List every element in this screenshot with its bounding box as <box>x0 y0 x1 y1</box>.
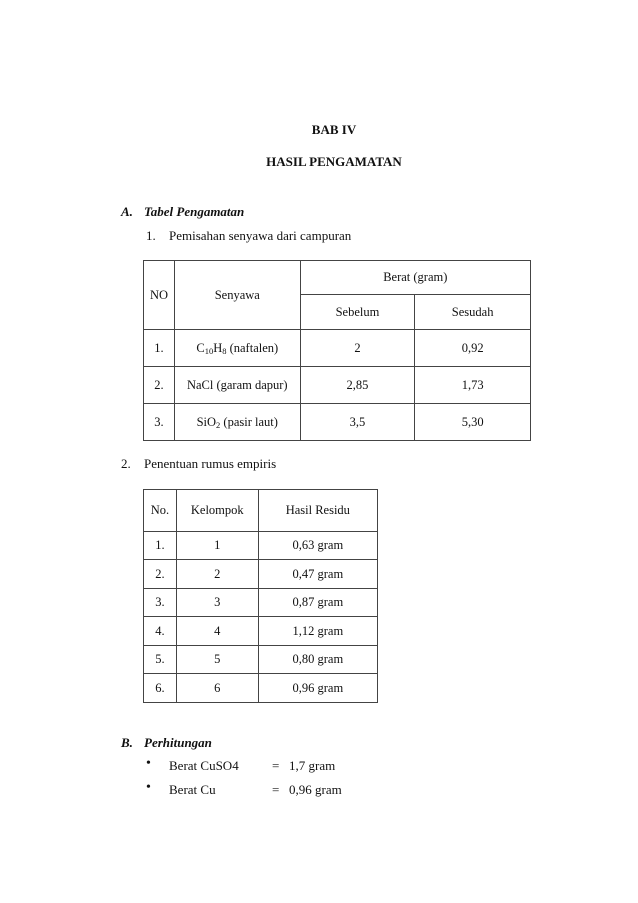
cell-sesudah: 0,92 <box>415 330 531 367</box>
calc-value: 1,7 gram <box>289 758 336 773</box>
table-row <box>144 646 378 674</box>
table-pemisahan-senyawa <box>143 260 531 441</box>
cell-sebelum: 2 <box>300 330 415 367</box>
cell-no: 3. <box>144 404 175 441</box>
formula-part: H <box>213 340 223 355</box>
cell-senyawa <box>174 404 300 441</box>
cell-hasil: 0,47 gram <box>258 560 377 589</box>
section-b-title: Perhitungan <box>144 735 212 750</box>
cell-senyawa: NaCl (garam dapur) <box>174 367 300 404</box>
table-row <box>144 589 378 617</box>
cell-hasil: 0,80 gram <box>258 646 377 674</box>
cell-no: 2. <box>144 560 177 589</box>
header-no: NO <box>144 261 175 330</box>
bullet-icon: • <box>146 780 151 795</box>
cell-hasil: 0,63 gram <box>258 532 377 560</box>
formula-subscript: 2 <box>216 419 221 430</box>
item1-number: 1. <box>146 228 156 243</box>
calc-label: Berat Cu <box>169 782 216 797</box>
section-a-title: Tabel Pengamatan <box>144 204 245 219</box>
header-no: No. <box>144 490 177 532</box>
cell-sesudah: 1,73 <box>415 367 531 404</box>
header-berat: Berat (gram) <box>300 261 530 295</box>
cell-sebelum: 3,5 <box>300 404 415 441</box>
chapter-subtitle: HASIL PENGAMATAN <box>266 154 402 169</box>
cell-sesudah: 5,30 <box>415 404 531 441</box>
calc-label: Berat CuSO4 <box>169 758 239 773</box>
cell-kelompok: 1 <box>176 532 258 560</box>
cell-no: 4. <box>144 617 177 646</box>
cell-kelompok: 4 <box>176 617 258 646</box>
cell-no: 1. <box>144 330 175 367</box>
formula-part: (pasir laut) <box>220 414 278 429</box>
item2-number: 2. <box>121 456 131 471</box>
table-row <box>144 404 531 441</box>
formula-part: C <box>196 340 205 355</box>
item1-text: Pemisahan senyawa dari campuran <box>169 228 352 243</box>
chapter-title: BAB IV <box>311 122 357 137</box>
cell-kelompok: 6 <box>176 674 258 703</box>
cell-no: 1. <box>144 532 177 560</box>
header-sebelum: Sebelum <box>300 295 415 330</box>
cell-kelompok: 2 <box>176 560 258 589</box>
table-row <box>144 617 378 646</box>
formula-part: SiO <box>196 414 217 429</box>
cell-sebelum: 2,85 <box>300 367 415 404</box>
cell-hasil: 0,96 gram <box>258 674 377 703</box>
calc-equals: = <box>272 782 280 797</box>
cell-senyawa <box>174 330 300 367</box>
calc-equals: = <box>272 758 280 773</box>
calc-value: 0,96 gram <box>289 782 342 797</box>
cell-hasil: 1,12 gram <box>258 617 377 646</box>
table-row <box>144 560 378 589</box>
cell-kelompok: 3 <box>176 589 258 617</box>
cell-no: 3. <box>144 589 177 617</box>
table-row <box>144 367 531 404</box>
header-senyawa: Senyawa <box>174 261 300 330</box>
header-kelompok: Kelompok <box>176 490 258 532</box>
formula-part: (naftalen) <box>226 340 279 355</box>
cell-no: 6. <box>144 674 177 703</box>
header-sesudah: Sesudah <box>415 295 531 330</box>
item2-text: Penentuan rumus empiris <box>144 456 277 471</box>
formula-subscript: 8 <box>222 345 227 356</box>
table-row <box>144 532 378 560</box>
header-hasil-residu: Hasil Residu <box>258 490 377 532</box>
section-a-label: A. <box>121 204 133 219</box>
bullet-icon: • <box>146 756 151 771</box>
cell-kelompok: 5 <box>176 646 258 674</box>
cell-no: 2. <box>144 367 175 404</box>
section-b-label: B. <box>121 735 133 750</box>
table-row <box>144 330 531 367</box>
cell-hasil: 0,87 gram <box>258 589 377 617</box>
table-row <box>144 674 378 703</box>
formula-subscript: 10 <box>204 345 214 356</box>
table-rumus-empiris <box>143 489 378 703</box>
cell-no: 5. <box>144 646 177 674</box>
